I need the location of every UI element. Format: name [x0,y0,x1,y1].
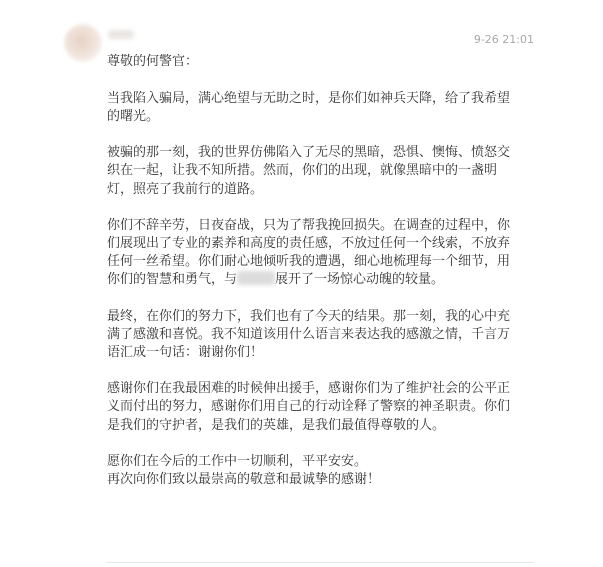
closing-line-2: 再次向你们致以最崇高的敬意和最诚挚的感谢！ [107,471,381,487]
paragraph-3-text-after: 展开了一场惊心动魄的较量。 [275,272,445,288]
closing-line-1: 愿你们在今后的工作中一切顺利，平平安安。 [107,453,368,469]
message-body [107,53,515,489]
paragraph-1: 当我陷入骗局，满心绝望与无助之时，是你们如神兵天降，给了我希望的曙光。 [107,90,511,124]
paragraph-3-text-before: 你们不辞辛劳，日夜奋战，只为了帮我挽回损失。在调查的过程中，你们展现出了专业的素养和高度的责任感，不放过任何一个线索，不放弃任何一丝希望。你们耐心地倾听我的遭遇，细心地梳理每一个细节，用你们的智慧和勇气，与 [107,217,511,288]
avatar[interactable] [64,24,102,62]
greeting: 尊敬的何警官： [107,54,199,69]
paragraph-5: 感谢你们在我最困难的时候伸出援手，感谢你们为了维护社会的公平正义而付出的努力，感谢你们用自己的行动诠释了警察的神圣职责。你们是我们的守护者，是我们的英雄，是我们最值得尊敬的人。 [107,381,511,433]
redacted-text [237,271,275,285]
paragraph-2: 被骗的那一刻，我的世界仿佛陷入了无尽的黑暗，恐惧、懊悔、愤怒交织在一起，让我不知所措。然而，你们的出现，就像黑暗中的一盏明灯，照亮了我前行的道路。 [107,145,511,197]
divider [107,562,534,563]
paragraph-4: 最终，在你们的努力下，我们也有了今天的结果。那一刻，我的心中充满了感激和喜悦。我不知道该用什么语言来表达我的感激之情，千言万语汇成一句话：谢谢你们！ [107,308,511,360]
closing [107,453,515,489]
message-timestamp: 9-26 21:01 [473,33,534,46]
username-redacted [108,30,134,39]
paragraph-3 [107,217,515,290]
